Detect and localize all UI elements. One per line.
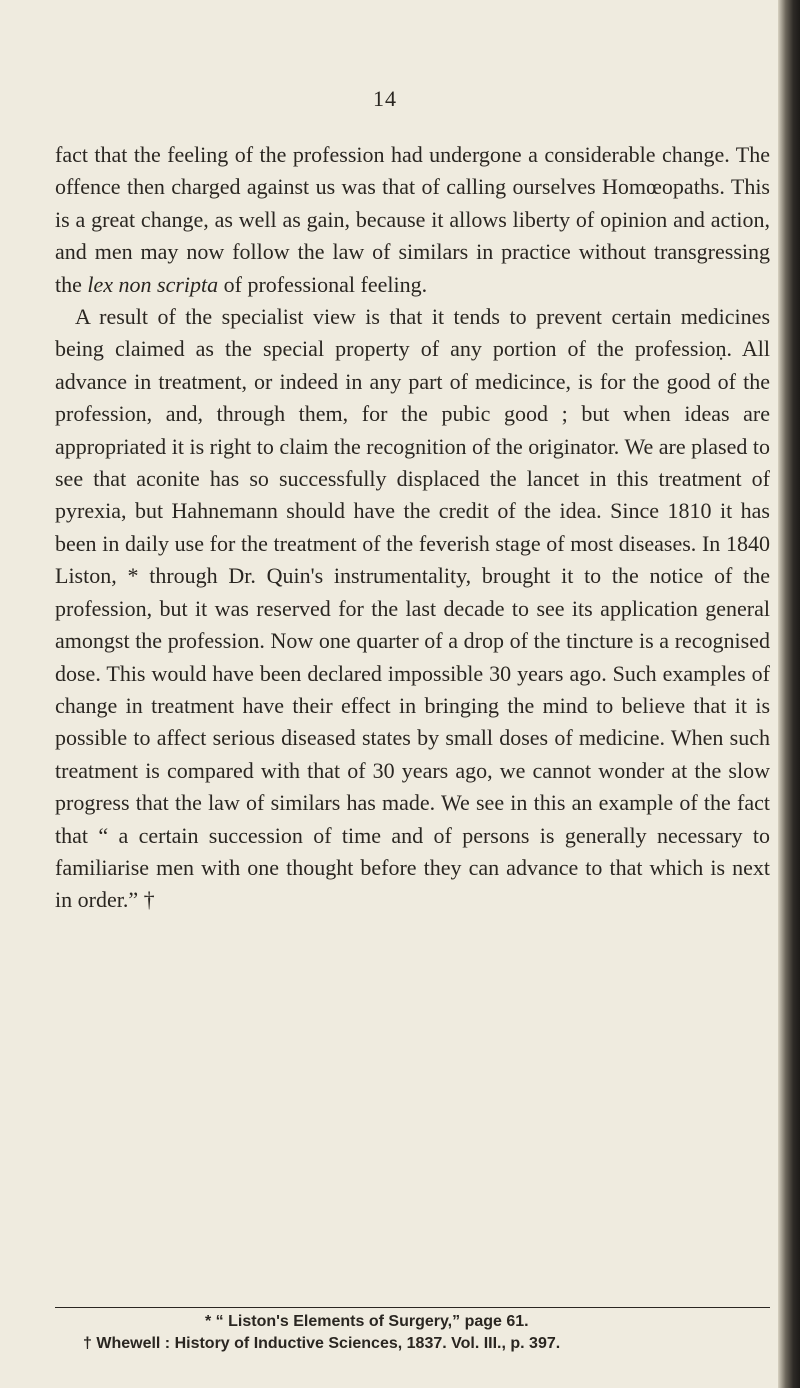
binding-edge-shadow bbox=[778, 0, 800, 1388]
footnote-rule bbox=[55, 1307, 770, 1308]
paragraph-1-text-a: fact that the feeling of the profession had undergone a considerable change. The offence then charged against us was that of calling ourselves Homœopaths. This is a great change, as well as gain, because it allows liberty of opinion and action, and men may now follow the law of similars in practice without transgressing the bbox=[55, 142, 770, 297]
body-text bbox=[55, 139, 770, 917]
page-number: 14 bbox=[373, 86, 397, 111]
footnote-1: * “ Liston's Elements of Surgery,” page 61. bbox=[205, 1313, 529, 1330]
paragraph-1 bbox=[55, 139, 770, 301]
latin-phrase: lex non scripta bbox=[87, 271, 219, 297]
paragraph-2-text: A result of the specialist view is that it tends to prevent certain medicines being claimed as the special property of any portion of the professioṇ. All advance in treatment, or indeed in any part of medicince, is for the good of the profession, and, through them, for the pubic good ; but when ideas are appropriated it is right to claim the recognition of the originator. We are plased to see that aconite has so successfully displaced the lancet in this treatment of pyrexia, but Hahnemann should have the credit of the idea. Since 1810 it has been in daily use for the treatment of the feverish stage of most diseases. In 1840 Liston, * through Dr. Quin's instrumentality, brought it to the notice of the profession, but it was reserved for the last decade to see its application general amongst the profession. Now one quarter of a drop of the tincture is a recognised dose. This would have been declared impossible 30 years ago. Such examples of change in treatment have their effect in bringing the mind to believe that it is possible to affect serious diseased states by small doses of medicine. When such treatment is compared with that of 30 years ago, we cannot wonder at the slow progress that the law of similars has made. We see in this an example of the fact that “ a certain succession of time and of persons is generally necessary to familiarise men with one thought before they can advance to that which is next in order.” † bbox=[55, 304, 770, 913]
paragraph-1-text-b: of professional feeling. bbox=[218, 271, 428, 297]
paragraph-2 bbox=[55, 301, 770, 917]
footnote-2: † Whewell : History of Inductive Sciences, 1837. Vol. III., p. 397. bbox=[83, 1335, 561, 1352]
footnotes bbox=[55, 1311, 770, 1355]
